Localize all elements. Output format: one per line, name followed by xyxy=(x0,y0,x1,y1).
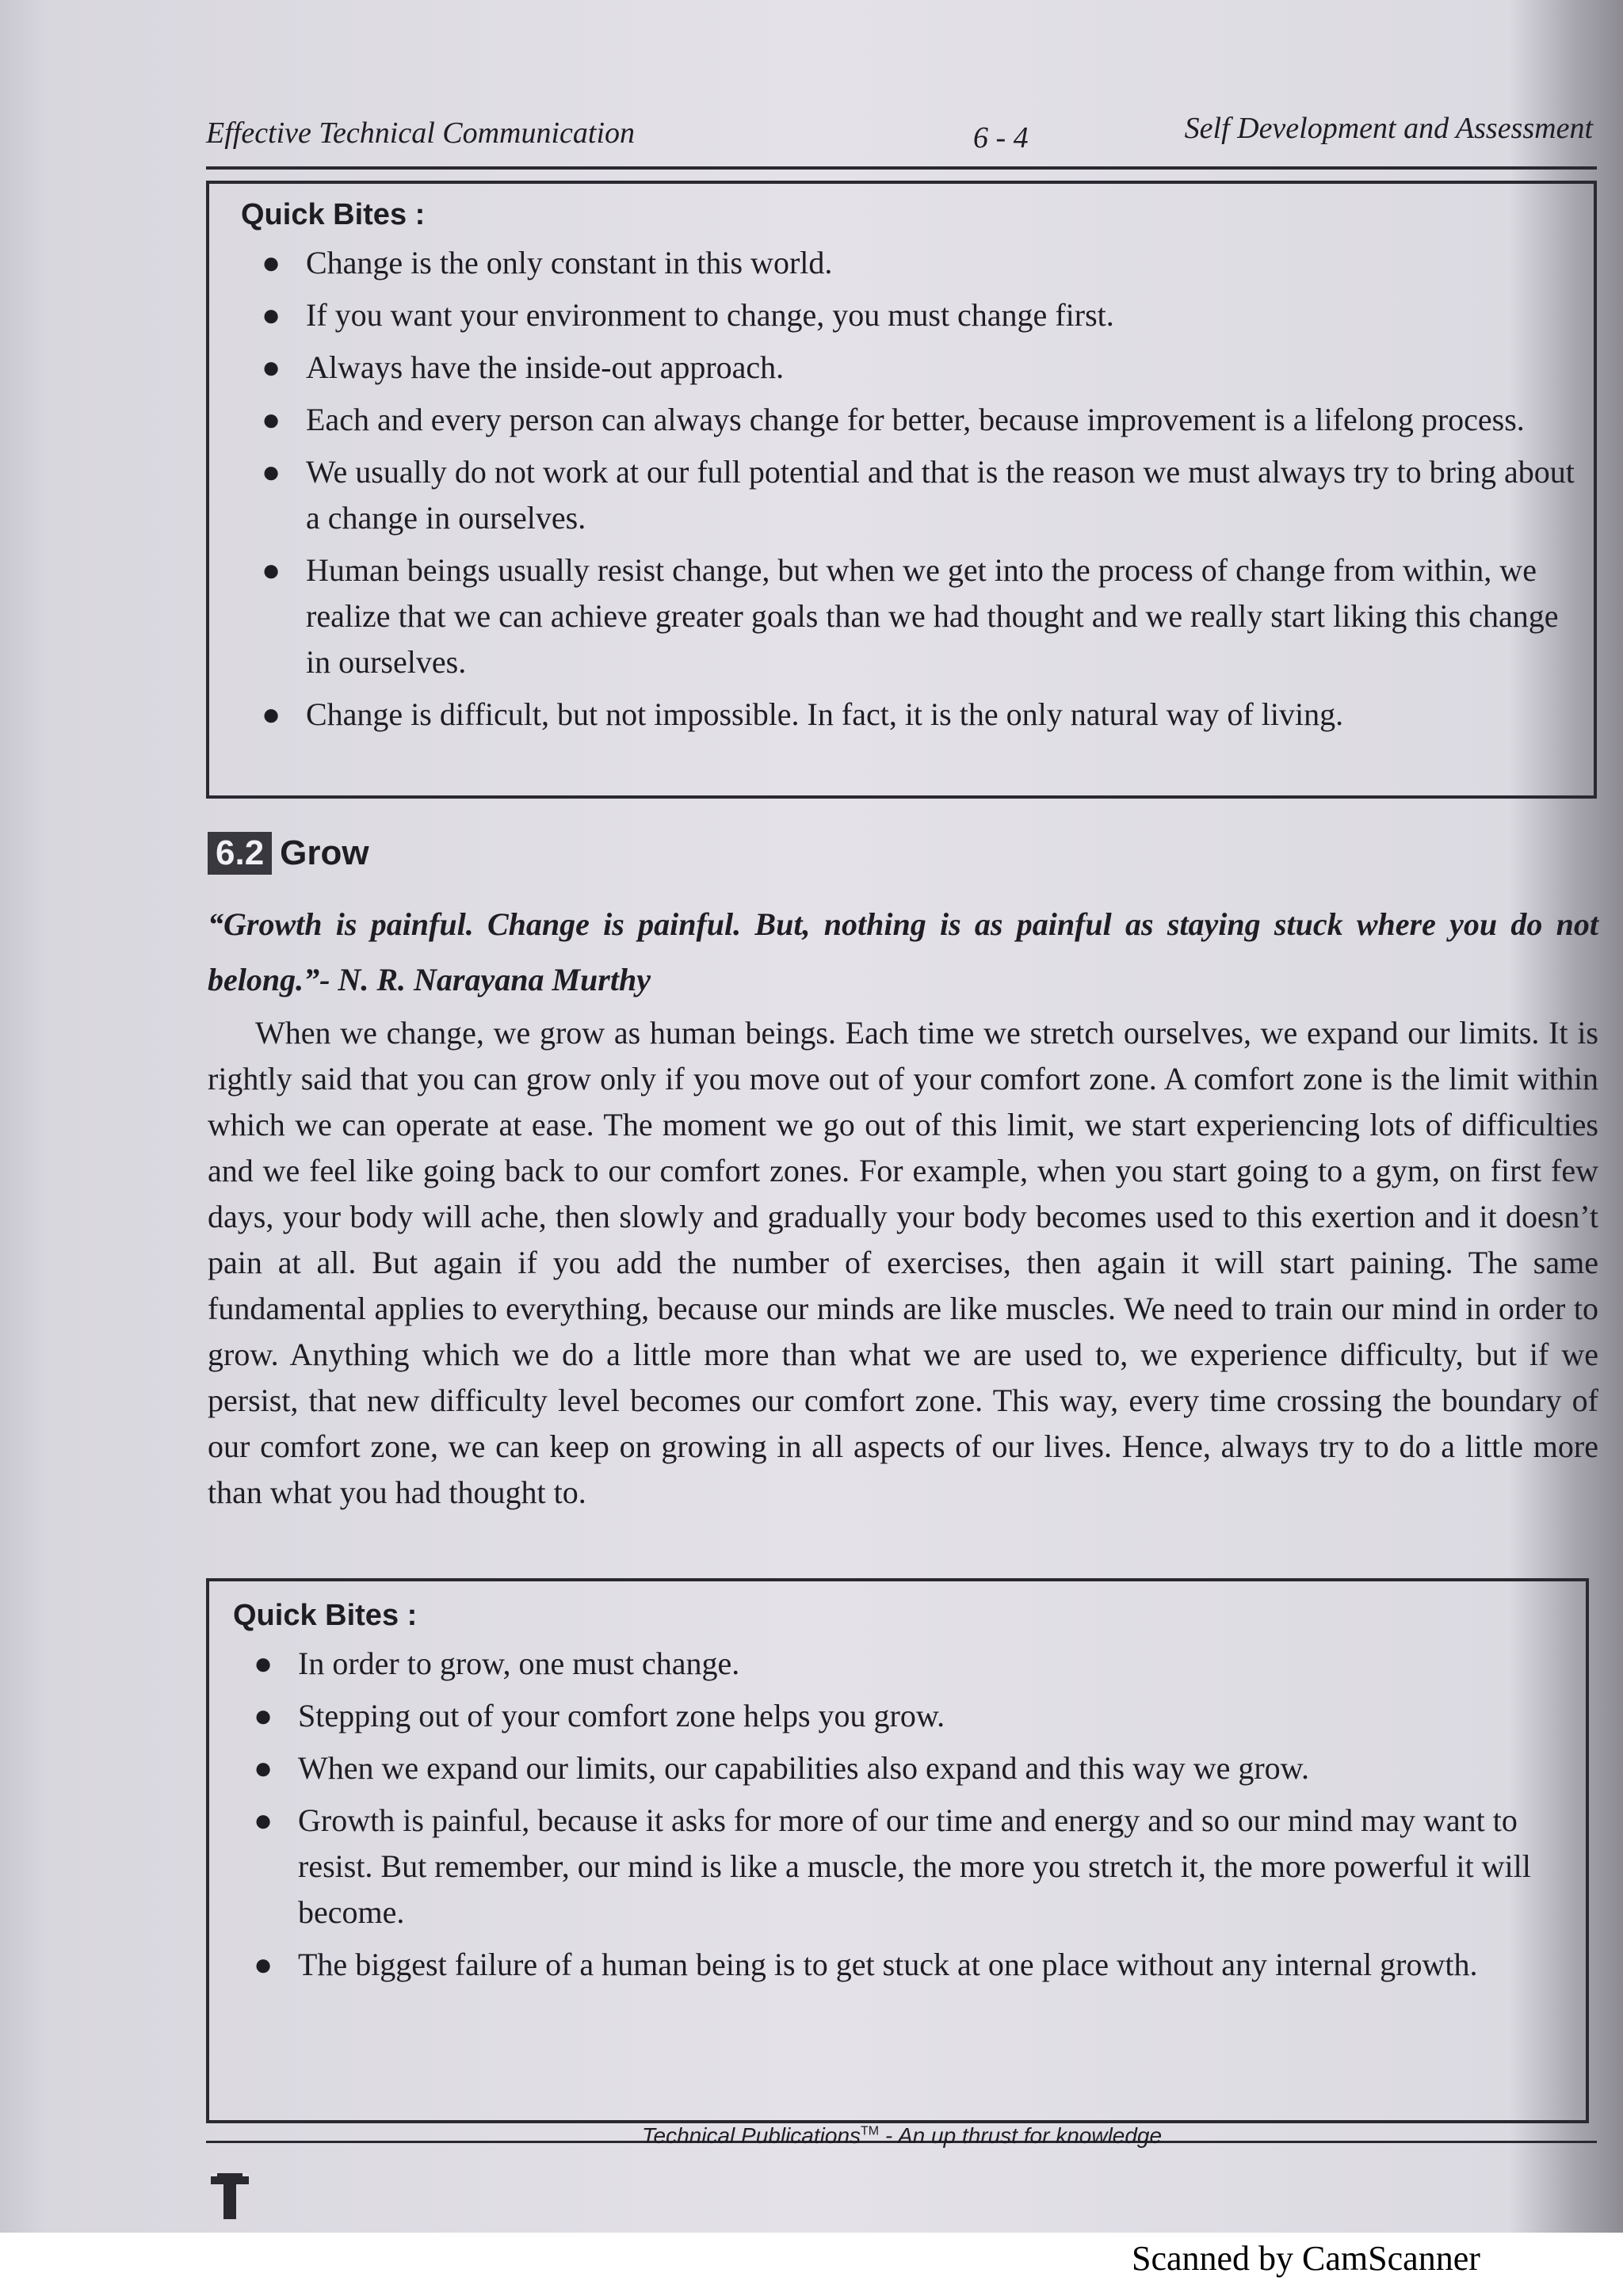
footer-text xyxy=(642,2123,1162,2149)
publisher-name: Technical Publications xyxy=(642,2123,861,2148)
trademark-mark: TM xyxy=(861,2124,880,2138)
list-item: ● Change is difficult, but not impossible. In fact, it is the only natural way of living. xyxy=(262,696,1344,732)
list-item: ● Always have the inside-out approach. xyxy=(262,349,785,385)
section-title: Grow xyxy=(280,833,369,872)
quick-bites-list xyxy=(233,1641,1570,1988)
list-item: ● Each and every person can always change for better, because improvement is a lifelong process. xyxy=(262,402,1525,437)
camscanner-watermark: Scanned by CamScanner xyxy=(1132,2239,1480,2278)
chapter-title: Self Development and Assessment xyxy=(1184,112,1593,145)
section-heading xyxy=(208,832,369,879)
quick-bites-title: Quick Bites : xyxy=(233,1599,418,1632)
book-title: Effective Technical Communication xyxy=(206,116,636,150)
epigraph-quote: “Growth is painful. Change is painful. But, nothing is as painful as staying stuck where you do not belong.”- N. R. Narayana Murthy xyxy=(208,906,1598,997)
list-item: ● In order to grow, one must change. xyxy=(254,1646,740,1681)
quick-bites-box-2 xyxy=(206,1578,1589,2123)
list-item: ● Growth is painful, because it asks for more of our time and energy and so our mind may want to resist. But remember, our mind is like a muscle, the more you stretch it, the more powerful it will become. xyxy=(254,1802,1531,1930)
list-item: ● Stepping out of your comfort zone helps you grow. xyxy=(254,1698,945,1733)
list-item: ● Human beings usually resist change, but when we get into the process of change from within, we realize that we can achieve greater goals than we had thought and we really start liking this change in ourselves. xyxy=(262,552,1559,680)
publisher-logo-icon xyxy=(208,2167,255,2222)
section-number: 6.2 xyxy=(208,832,272,875)
list-item: ● When we expand our limits, our capabilities also expand and this way we grow. xyxy=(254,1750,1309,1786)
publisher-tagline: - An up thrust for knowledge xyxy=(879,2123,1163,2148)
body-paragraph: When we change, we grow as human beings. Each time we stretch ourselves, we expand our limits. It is rightly said that you can grow only if you move out of your comfort zone. A comfort zone is the limit within which we can operate at ease. The moment we go out of this limit, we start experiencing lots of difficulties and we feel like going back to our comfort zones. For example, when you start going to a gym, on first few days, your body will ache, then slowly and gradually your body becomes used to this exertion and it doesn’t pain at all. But again if you add the number of exercises, then again it will start paining. The same fundamental applies to everything, because our minds are like muscles. We need to train our mind in order to grow. Anything which we do a little more than what we are used to, we experience difficulty, but if we persist, that new difficulty level becomes our comfort zone. This way, every time crossing the boundary of our comfort zone, we can keep on growing in all aspects of our lives. Hence, always try to do a little more than what you had thought to. xyxy=(208,1015,1598,1510)
page-number: 6 - 4 xyxy=(973,121,1029,154)
list-item: ● If you want your environment to change, you must change first. xyxy=(262,297,1114,333)
header-rule xyxy=(206,166,1597,170)
list-item: ● We usually do not work at our full potential and that is the reason we must always try to bring about a change in ourselves. xyxy=(262,454,1575,536)
running-header xyxy=(206,111,1593,158)
book-page xyxy=(119,0,1601,2233)
quick-bites-title: Quick Bites : xyxy=(241,198,426,231)
quick-bites-list xyxy=(241,240,1578,738)
quick-bites-box-1 xyxy=(206,181,1597,799)
list-item: ● The biggest failure of a human being is to get stuck at one place without any internal growth. xyxy=(254,1947,1478,1982)
list-item: ● Change is the only constant in this world. xyxy=(262,245,833,280)
